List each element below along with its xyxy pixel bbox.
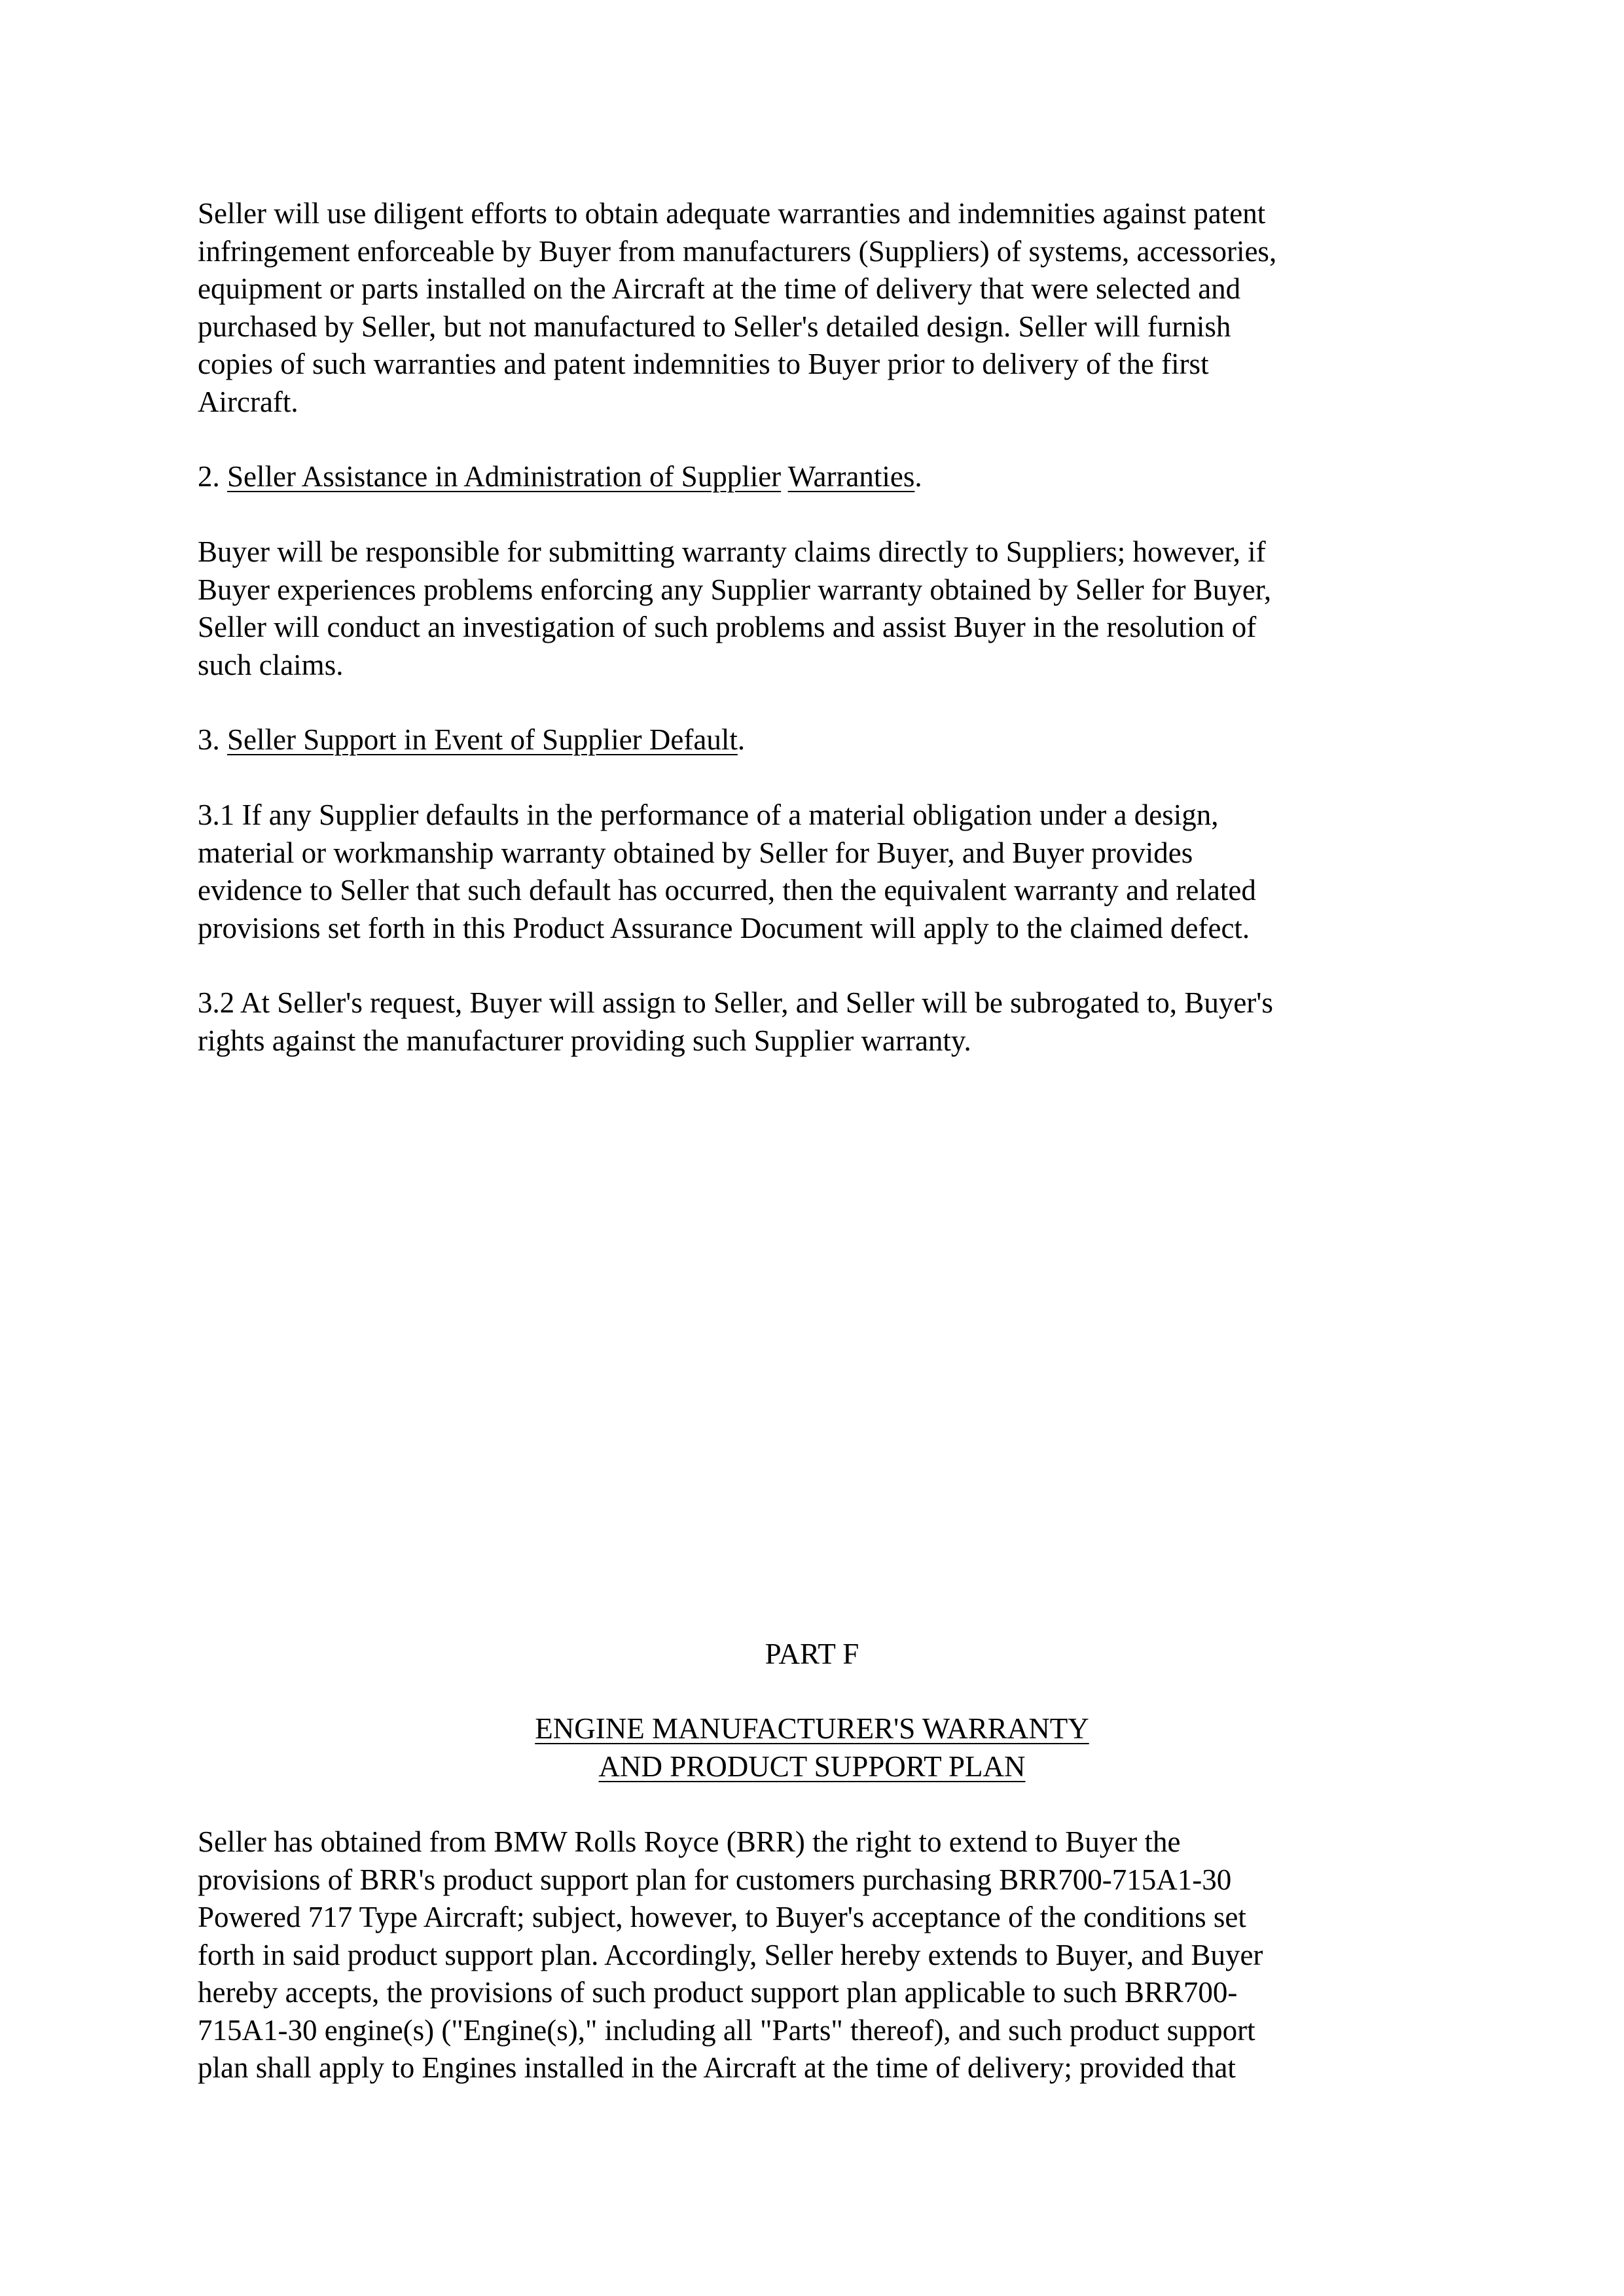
heading-line <box>198 721 1441 759</box>
text-line: equipment or parts installed on the Aircraft at the time of delivery that were selected and <box>198 272 1241 305</box>
paragraph-3-2 <box>198 984 1441 1060</box>
text-line: Seller has obtained from BMW Rolls Royce (BRR) the right to extend to Buyer the <box>198 1825 1181 1858</box>
paragraph-buyer-claims <box>198 533 1441 684</box>
part-title-line-2 <box>0 1748 1624 1786</box>
heading-line <box>198 458 1441 496</box>
paragraph-supplier-warranties <box>198 195 1441 421</box>
text-line: plan shall apply to Engines installed in the Aircraft at the time of delivery; provided that <box>198 2051 1236 2084</box>
section-period: . <box>914 460 922 493</box>
section-heading-2 <box>198 458 1441 496</box>
text-line: rights against the manufacturer providing such Supplier warranty. <box>198 1024 971 1057</box>
section-title-part1: Seller Assistance in Administration of Supplier <box>227 460 782 493</box>
section-number: 2. <box>198 460 227 493</box>
section-title-part2: Warranties <box>787 460 915 493</box>
section-title: Seller Support in Event of Supplier Default <box>227 723 738 756</box>
text-line: Buyer will be responsible for submitting warranty claims directly to Suppliers; however, if <box>198 535 1266 568</box>
text-line: hereby accepts, the provisions of such product support plan applicable to such BRR700- <box>198 1976 1238 2009</box>
text-line: 715A1-30 engine(s) ("Engine(s)," including all "Parts" thereof), and such product support <box>198 2013 1255 2047</box>
paragraph-engine-support-plan <box>198 1823 1441 2087</box>
text-line: such claims. <box>198 648 344 681</box>
section-number: 3. <box>198 723 227 756</box>
text-line: Buyer experiences problems enforcing any Supplier warranty obtained by Seller for Buyer, <box>198 573 1272 606</box>
part-label: PART F <box>765 1638 859 1670</box>
text-line: Seller will conduct an investigation of such problems and assist Buyer in the resolution of <box>198 611 1257 643</box>
part-title-text: AND PRODUCT SUPPORT PLAN <box>598 1749 1026 1783</box>
section-period: . <box>737 723 746 756</box>
text-line: infringement enforceable by Buyer from manufacturers (Suppliers) of systems, accessories, <box>198 234 1277 268</box>
text-line: Seller will use diligent efforts to obtain adequate warranties and indemnities against patent <box>198 197 1266 230</box>
text-line: evidence to Seller that such default has occurred, then the equivalent warranty and related <box>198 874 1256 906</box>
text-line: material or workmanship warranty obtained by Seller for Buyer, and Buyer provides <box>198 836 1193 869</box>
part-title <box>0 1710 1624 1785</box>
text-line: provisions set forth in this Product Assurance Document will apply to the claimed defect. <box>198 911 1250 944</box>
paragraph-3-1 <box>198 797 1441 947</box>
text-line: Powered 717 Type Aircraft; subject, however, to Buyer's acceptance of the conditions set <box>198 1901 1246 1933</box>
text-line: copies of such warranties and patent indemnities to Buyer prior to delivery of the first <box>198 348 1209 380</box>
part-title-line-1 <box>0 1710 1624 1748</box>
part-title-text: ENGINE MANUFACTURER'S WARRANTY <box>535 1712 1089 1745</box>
text-line: 3.2 At Seller's request, Buyer will assign to Seller, and Seller will be subrogated to, Buyer's <box>198 986 1273 1019</box>
text-line: provisions of BRR's product support plan for customers purchasing BRR700-715A1-30 <box>198 1863 1232 1896</box>
text-line: 3.1 If any Supplier defaults in the performance of a material obligation under a design, <box>198 798 1219 831</box>
section-heading-3 <box>198 721 1441 759</box>
text-line: purchased by Seller, but not manufactured to Seller's detailed design. Seller will furnish <box>198 310 1231 343</box>
text-line: Aircraft. <box>198 385 298 418</box>
text-line: forth in said product support plan. Accordingly, Seller hereby extends to Buyer, and Buyer <box>198 1938 1263 1971</box>
